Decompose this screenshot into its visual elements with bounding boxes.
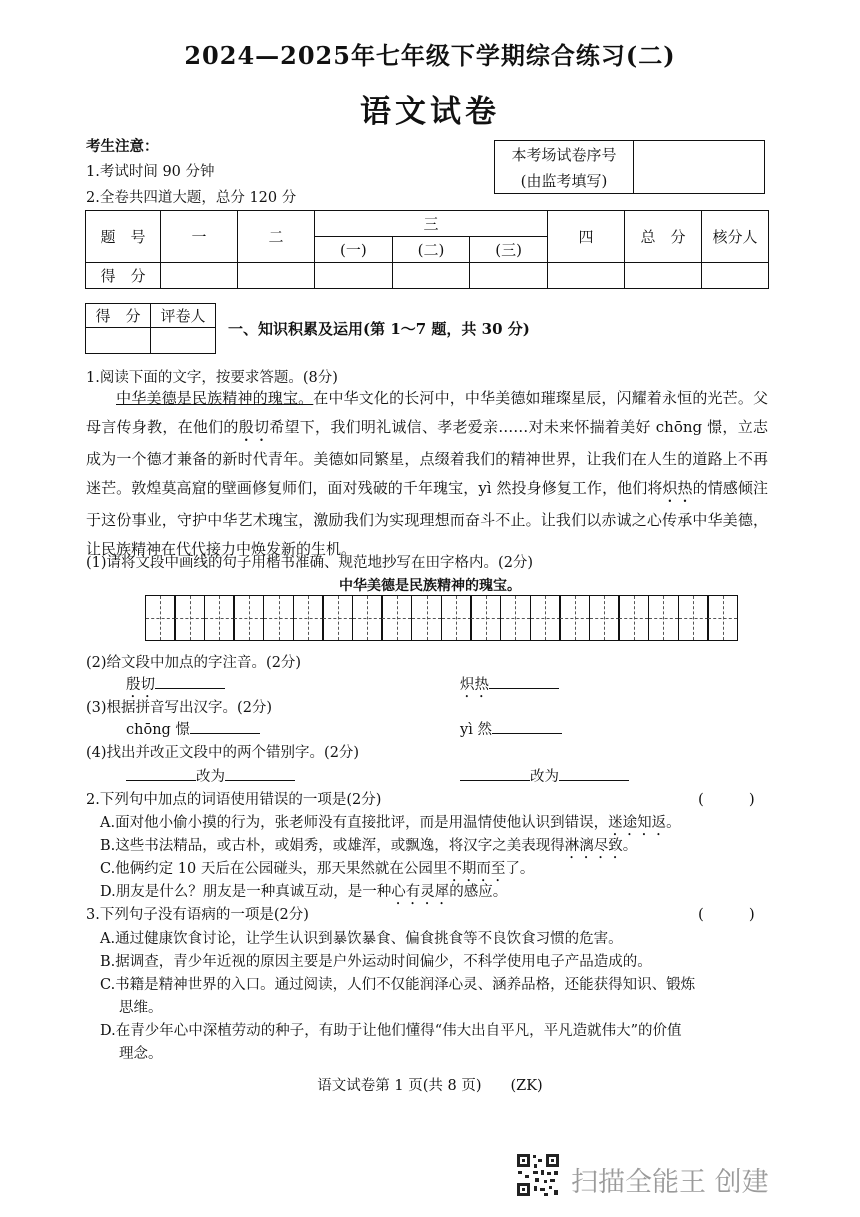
seat-label: 本考场试卷序号 (495, 141, 634, 168)
score-cell[interactable] (315, 263, 393, 289)
score-table (85, 210, 769, 289)
notice-item-time: 1.考试时间 90 分钟 (86, 164, 215, 180)
exam-title: 2024—2025年七年级下学期综合练习(二) (184, 41, 676, 70)
answer-blank[interactable] (126, 766, 196, 781)
score-cell[interactable] (161, 263, 238, 289)
score-col-total: 总 分 (625, 211, 702, 263)
q3-option-a[interactable]: A.通过健康饮食讨论，让学生认识到暴饮暴食、偏食挑食等不良饮食习惯的危害。 (100, 931, 623, 947)
dotted-word-1: 殷切 (238, 418, 270, 436)
q1-sub4-b: 改为 (460, 765, 629, 786)
score-subcol-3: (三) (470, 237, 548, 263)
grid-cell[interactable] (204, 595, 235, 641)
exam-subject: 语文试卷 (360, 94, 500, 130)
score-col-1: 一 (161, 211, 238, 263)
grid-cell[interactable] (441, 595, 472, 641)
score-cell[interactable] (702, 263, 769, 289)
q3-option-d-cont: 理念。 (119, 1046, 163, 1062)
grader-name-cell[interactable] (151, 328, 216, 354)
q1-sub2-a: 殷切 (126, 673, 225, 701)
q3-option-c-cont: 思维。 (119, 1000, 163, 1016)
score-row-label: 得 分 (86, 263, 161, 289)
score-col-2: 二 (238, 211, 315, 263)
grader-score-cell[interactable] (86, 328, 151, 354)
q3-stem: 3.下列句子没有语病的一项是(2分) (86, 907, 309, 923)
answer-blank[interactable] (559, 766, 629, 781)
grid-cell[interactable] (707, 595, 738, 641)
q3-option-c[interactable]: C.书籍是精神世界的入口。通过阅读，人们不仅能润泽心灵、涵养品格，还能获得知识、锻炼 (100, 977, 696, 993)
grid-cell[interactable] (500, 595, 531, 641)
page-footer: 语文试卷第 1 页(共 8 页) (ZK) (317, 1078, 543, 1094)
q2-option-a[interactable]: A.面对他小偷小摸的行为，张老师没有直接批评，而是用温情使他认识到错误，迷途知返。 (100, 815, 681, 831)
grader-score-label: 得 分 (86, 304, 151, 328)
q1-sub1: (1)请将文段中画线的句子用楷书准确、规范地抄写在田字格内。(2分) (86, 555, 534, 571)
score-subcol-2: (二) (392, 237, 470, 263)
notice-heading: 考生注意： (86, 138, 159, 155)
copy-sentence: 中华美德是民族精神的瑰宝。 (339, 578, 521, 594)
score-cell[interactable] (625, 263, 702, 289)
tianzige-grid[interactable] (146, 595, 738, 641)
grid-cell[interactable] (589, 595, 620, 641)
grid-cell[interactable] (145, 595, 176, 641)
grid-cell[interactable] (352, 595, 383, 641)
q3-option-d[interactable]: D.在青少年心中深植劳动的种子，有助于让他们懂得“伟大出自平凡，平凡造就伟大”的价值 (100, 1023, 682, 1039)
q1-sub3: (3)根据拼音写出汉字。(2分) (86, 700, 273, 716)
grid-cell[interactable] (174, 595, 205, 641)
q2-answer-paren[interactable]: ( ) (698, 790, 755, 808)
grader-table (85, 303, 216, 354)
seat-number-box (494, 140, 765, 194)
answer-blank[interactable] (225, 766, 295, 781)
answer-blank[interactable] (489, 674, 559, 689)
score-subcol-1: (一) (315, 237, 393, 263)
q2-stem: 2.下列句中加点的词语使用错误的一项是(2分) (86, 792, 382, 808)
q1-sub4-a: 改为 (126, 765, 295, 786)
grader-name-label: 评卷人 (151, 304, 216, 328)
answer-blank[interactable] (190, 719, 260, 734)
q1-sub2: (2)给文段中加点的字注音。(2分) (86, 655, 302, 671)
answer-blank[interactable] (492, 719, 562, 734)
score-cell[interactable] (392, 263, 470, 289)
score-cell[interactable] (470, 263, 548, 289)
grid-cell[interactable] (322, 595, 353, 641)
q3-answer-paren[interactable]: ( ) (698, 905, 755, 923)
grid-cell[interactable] (293, 595, 324, 641)
grid-cell[interactable] (381, 595, 412, 641)
q1-sub2-b: 炽热 (460, 673, 559, 701)
grid-cell[interactable] (648, 595, 679, 641)
grid-cell[interactable] (470, 595, 501, 641)
q1-sub3-a: chōng 憬 (126, 718, 260, 739)
qr-code-icon (516, 1153, 560, 1197)
score-table-header: 题 号 (86, 211, 161, 263)
q2-option-d[interactable]: D.朋友是什么？朋友是一种真诚互动，是一种心有灵犀的感应。 (100, 884, 508, 900)
notice-item-score: 2.全卷共四道大题，总分 120 分 (86, 190, 297, 206)
q1-passage: 中华美德是民族精神的瑰宝。在中华文化的长河中，中华美德如璀璨星辰，闪耀着永恒的光芒。父母言传身教，在他们的殷切希望下，我们明礼诚信、孝老爱亲……对未来怀揣着美好 chōng 憬，立志成为一个德才兼备的新时代青年。美德如同繁星，点缀着我们的精神世界，让我们在人生的道路上不再迷芒。敦煌莫高窟的壁画修复师们，面对残破的千年瑰宝，yì 然投身修复工作，他们将炽热的情感倾注于这份事业，守护中华艺术瑰宝，激励我们为实现理想而奋斗不止。让我们以赤诚之心传承中华美德，让民族精神在代代接力中焕发新的生机。 (86, 389, 768, 558)
q1-stem: 1.阅读下面的文字，按要求答题。(8分) (86, 370, 338, 386)
underlined-sentence: 中华美德是民族精神的瑰宝。 (116, 389, 314, 407)
q1-sub3-b: yì 然 (460, 718, 562, 739)
score-col-checker: 核分人 (702, 211, 769, 263)
grid-cell[interactable] (678, 595, 709, 641)
grid-cell[interactable] (411, 595, 442, 641)
q2-option-b[interactable]: B.这些书法精品，或古朴，或娟秀，或雄浑，或飘逸，将汉字之美表现得淋漓尽致。 (100, 838, 638, 854)
q1-sub4: (4)找出并改正文段中的两个错别字。(2分) (86, 745, 360, 761)
grid-cell[interactable] (263, 595, 294, 641)
q2-option-c[interactable]: C.他俩约定 10 天后在公园碰头，那天果然就在公园里不期而至了。 (100, 861, 535, 877)
grid-cell[interactable] (559, 595, 590, 641)
section-1-title: 一、知识积累及运用(第 1～7 题，共 30 分) (228, 320, 530, 338)
dotted-word-2: 炽热 (662, 479, 693, 497)
grid-cell[interactable] (618, 595, 649, 641)
answer-blank[interactable] (460, 766, 530, 781)
answer-blank[interactable] (155, 674, 225, 689)
score-col-3: 三 (315, 211, 548, 237)
seat-number-field[interactable] (634, 141, 765, 194)
score-col-4: 四 (548, 211, 625, 263)
score-cell[interactable] (548, 263, 625, 289)
score-cell[interactable] (238, 263, 315, 289)
seat-sublabel: (由监考填写) (495, 167, 634, 194)
scanner-watermark: 扫描全能王 创建 (571, 1167, 769, 1198)
grid-cell[interactable] (233, 595, 264, 641)
grid-cell[interactable] (530, 595, 561, 641)
q3-option-b[interactable]: B.据调查，青少年近视的原因主要是户外运动时间偏少，不科学使用电子产品造成的。 (100, 954, 652, 970)
